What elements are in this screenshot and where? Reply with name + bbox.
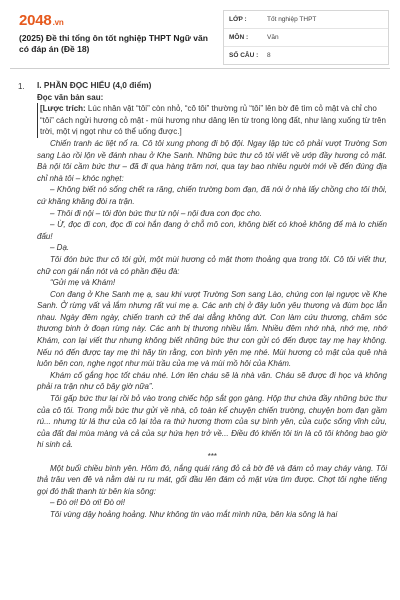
- exam-title: (2025) Đề thi tổng ôn tốt nghiệp THPT Ngữ văn có đáp án (Đề 18): [19, 33, 208, 54]
- reading-instruction: Đọc văn bản sau:: [37, 92, 104, 102]
- logo-tld: .vn: [52, 18, 64, 27]
- meta-key: MÔN :: [229, 34, 249, 41]
- passage-paragraph: “Gửi mẹ và Khám!: [50, 278, 116, 288]
- excerpt-summary-text: Lúc nhân vật “tôi” còn nhỏ, “cô tôi” thường rủ “tôi” lên bờ đê tìm cỏ mật và chỉ cho “tôi” cách ngửi hương cỏ mật - mùi hương như dâng lên từ trong lòng đất, như làng xuống từ trên trời, một vị ngọt như có thể uống được.]: [40, 104, 386, 137]
- logo-main: 2048: [19, 12, 52, 29]
- passage-paragraph: – Dạ.: [50, 243, 70, 253]
- meta-value: Tốt nghiệp THPT: [267, 16, 317, 23]
- passage-paragraph: Tôi đón bức thư cô tôi gửi, một mùi hương cỏ mật thơm thoảng qua trong tôi. Cô tôi viết thư, chữ con gái nắn nót và có phần điệu đà:: [37, 254, 387, 276]
- meta-value: 8: [267, 52, 271, 59]
- passage-paragraph: Con đang ở Khe Sanh mẹ ạ, sau khi vượt Trường Sơn sang Lào, chúng con lại ngược về Khe Sanh. Ở rừng vất vả lắm nhưng rất vui mẹ ạ. Các anh chị ở đây luôn yêu thương và đùm bọc lẫn nhau. Ngày đêm ngày, chiến tranh cứ thế dai dẳng không dứt. Con làm cứu thương, chăm sóc thương binh ở đoạn rừng này. Các anh bị thương nhiều lắm. Nhiều đêm nhớ nhà, nhớ mẹ, nhớ Khám, con lại viết thư nhưng không biết những bức thư con gửi có đến được tay mẹ hay không. Nếu nó đến được tay mẹ thì hãy tin rằng, con bình yên mẹ nhé. Mùi hương cỏ mật của quê nhà luôn bên con, nghe ngọt như mùi trầu của mẹ và mùi mồ hôi của Khám.: [37, 289, 387, 369]
- exam-meta-table: [223, 10, 389, 65]
- meta-row-question-count: [224, 47, 388, 64]
- question-content: [37, 80, 387, 521]
- passage-paragraph: Tôi vùng dậy hoảng hoảng. Như không tin vào mắt mình nữa, bên kia sông là hai: [50, 509, 338, 519]
- meta-key: LỚP :: [229, 16, 247, 23]
- meta-value: Văn: [267, 34, 279, 41]
- header-divider: [10, 68, 390, 69]
- meta-row-subject: [224, 29, 388, 47]
- question-number: 1.: [18, 82, 25, 91]
- passage-paragraph: – Không biết nó sống chết ra răng, chiến trường bom đạn, đã nói ở nhà lấy chồng cho tôi thôi, cứ khăng khăng đòi ra trận.: [37, 185, 387, 206]
- passage-paragraph: Chiến tranh ác liệt nổ ra. Cô tôi xung phong đi bộ đội. Ngay lập tức cô phải vượt Trường Sơn sang Lào rồi lộn về đánh nhau ở Khe Sanh. Những bức thư cô tôi viết về ướp đầy hương cỏ mật. Bà nội tôi cầm bức thư – đã đi qua hàng trăm nơi, qua tay bao nhiêu người mới về đến đúng địa chỉ nhà tôi – khóc nghẹt:: [37, 138, 387, 183]
- excerpt-summary: [37, 103, 387, 138]
- excerpt-label: [Lược trích:: [40, 104, 86, 114]
- passage-paragraph: Một buổi chiều bình yên. Hôm đó, nắng quái ráng đỏ cả bờ đê và đám cỏ may cháy vàng. Tôi thả trâu ven đê và nằm dài ru ru mát, gối đầu lên đám cỏ mật vừa tìm được. Chợt tôi nghe tiếng gọi đó thất thanh từ bên kia sông:: [37, 463, 387, 496]
- page-header: [0, 0, 400, 66]
- section-separator: ***: [207, 452, 217, 461]
- passage-paragraph: – Ừ, đọc đi con, đọc đi coi hắn đang ở chỗ mô con, không biết có khoẻ không để mà lo chiến đấu!: [37, 220, 387, 241]
- meta-row-class: [224, 11, 388, 29]
- section-title: I. PHẦN ĐỌC HIỂU (4,0 điểm): [37, 80, 152, 90]
- passage-paragraph: Khám cố gắng học tốt cháu nhé. Lớn lên cháu sẽ là nhà văn. Cháu sẽ được đi học và không phải ra trận như cô bây giờ nữa”.: [37, 370, 387, 392]
- passage-paragraph: – Đò ơi! Đò ơi! Đò ơi!: [50, 498, 125, 508]
- site-logo[interactable]: [19, 12, 64, 29]
- passage-paragraph: Tôi gấp bức thư lại rồi bỏ vào trong chiếc hộp sắt gọn gàng. Hộp thư chứa đầy những bức thư của cô tôi. Trong mỗi bức thư gửi về nhà, cô toàn kể chuyện chiến trường, chuyện bom đạn gầm rú... nhưng từ lá thư của cô lại tỏa ra thứ hương thơm của sự bình yên, của cuộc sống vĩnh cửu, của đất đai mùa màng và cả của sự hứa hẹn trở về... Điều đó khiến tôi tin là cô tôi không bao giờ hi sinh cả.: [37, 394, 387, 450]
- meta-key: SỐ CÂU :: [229, 52, 259, 59]
- passage-paragraph: – Thôi đi nội – tôi đòn bức thư từ nội – nội đưa con đọc cho.: [50, 208, 262, 218]
